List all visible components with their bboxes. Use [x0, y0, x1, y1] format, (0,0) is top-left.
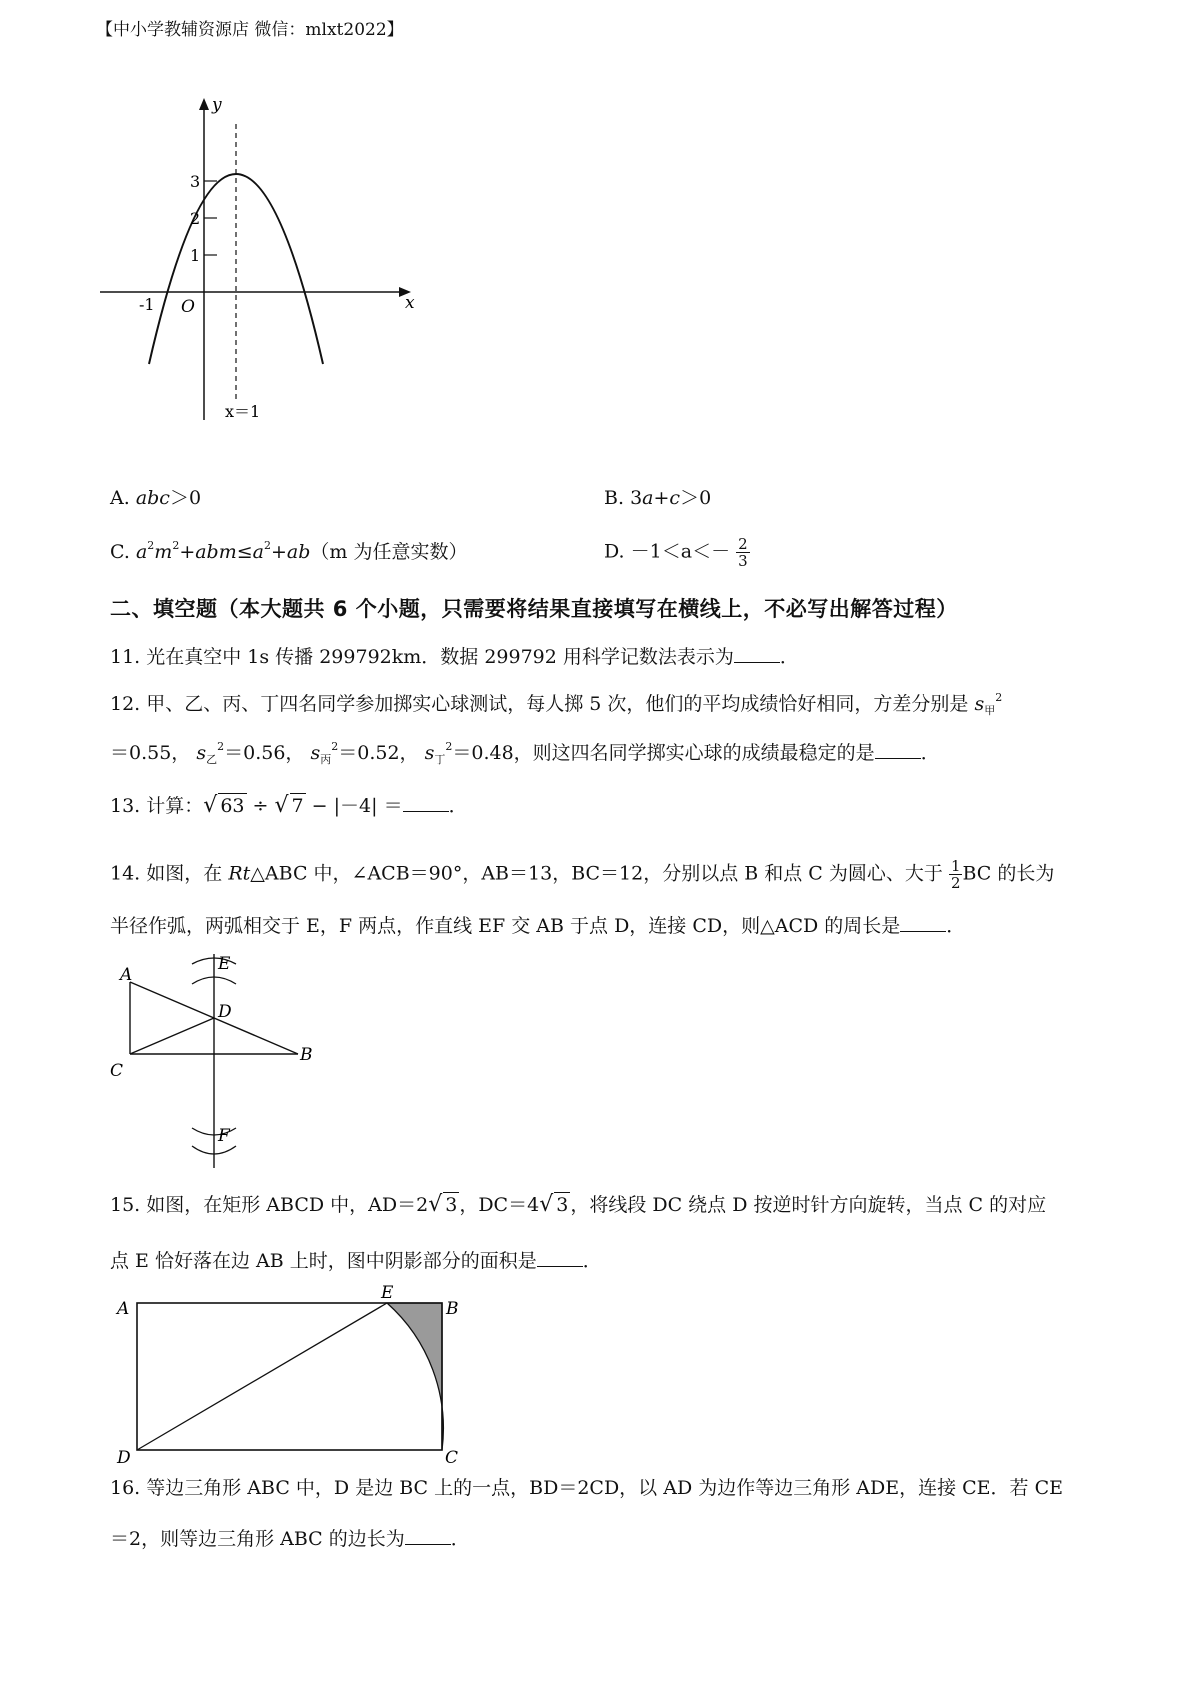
y-axis-arrow [199, 98, 209, 110]
shaded-region [387, 1303, 443, 1450]
question-12-line2: ＝0.55， $s_乙^2=0.56$， $s_丙^2=0.52$， $s_丁^2=0.48$，则这四名同学掷实心球的成绩最稳定的是 ． [110, 740, 940, 766]
label-b: B [446, 1299, 459, 1319]
option-d: D. －1＜a＜－ $\frac{2}{3}$ [604, 535, 748, 570]
question-13: 13. 计算：√ 63 ÷ √ 7 − |－4| ＝ ． [110, 793, 468, 818]
question-15-line2: 点 E 恰好落在边 AB 上时，图中阴影部分的面积是 ． [110, 1250, 602, 1272]
page-header: 【中小学教辅资源店 微信：mlxt2022】 [96, 20, 404, 40]
label-a: A [120, 965, 133, 985]
question-12-line1: 12. 甲、乙、丙、丁四名同学参加掷实心球测试，每人掷 5 次，他们的平均成绩恰好相同，方差分别是 $s_甲^2$ [110, 691, 1003, 717]
y-axis-label: y [212, 95, 222, 115]
question-11: 11. 光在真空中 1s 传播 299792km．数据 299792 用科学记数法表示为 ． [110, 646, 799, 668]
label-e: E [218, 954, 231, 974]
parabola-graph [95, 90, 425, 430]
label-c: C [445, 1448, 459, 1465]
label-f: F [218, 1126, 230, 1146]
segment-cd [130, 1018, 214, 1054]
section-title: 二、填空题（本大题共 6 个小题，只需要将结果直接填写在横线上，不必写出解答过程） [110, 597, 958, 621]
question-15-line1: 15. 如图，在矩形 ABCD 中，AD＝2√ 3 ，DC＝4√ 3 ，将线段 DC 绕点 D 按逆时针方向旋转，当点 C 的对应 [110, 1192, 1047, 1217]
option-c: C. $a^2m^2+abm\le a^2+ab(m$ 为任意实数） [110, 539, 468, 563]
segment-de [137, 1303, 387, 1450]
x-axis-label: x [405, 293, 415, 313]
label-c: C [110, 1061, 124, 1081]
y-tick-label-2: 2 [190, 209, 201, 228]
origin-label: O [181, 297, 195, 317]
label-b: B [300, 1045, 313, 1065]
axis-of-symmetry-label: x＝1 [225, 402, 261, 421]
option-d-fraction: $\frac{2}{3}$ [738, 535, 748, 570]
label-e: E [381, 1285, 394, 1303]
label-d: D [218, 1002, 232, 1022]
triangle-figure [100, 950, 330, 1170]
x-tick-label: -1 [139, 295, 155, 314]
answer-blank[interactable] [875, 740, 921, 759]
answer-blank[interactable] [900, 913, 946, 932]
rectangle-abcd [137, 1303, 442, 1450]
label-d: D [117, 1448, 131, 1465]
question-16-line1: 16. 等边三角形 ABC 中，D 是边 BC 上的一点，BD＝2CD，以 AD 为边作等边三角形 ADE，连接 CE．若 CE [110, 1477, 1063, 1499]
question-14-line2: 半径作弧，两弧相交于 E，F 两点，作直线 EF 交 AB 于点 D，连接 CD，则△ACD 的周长是 ． [110, 915, 966, 937]
option-a: A. abc＞0 [110, 487, 202, 509]
y-tick-label-1: 1 [190, 246, 201, 265]
option-b: B. 3a+c＞0 [604, 487, 712, 509]
label-a: A [117, 1299, 130, 1319]
question-16-line2: ＝2，则等边三角形 ABC 的边长为 ． [110, 1528, 470, 1550]
answer-blank[interactable] [405, 1526, 451, 1545]
rectangle-figure [105, 1285, 465, 1465]
y-tick-label-3: 3 [190, 172, 201, 191]
answer-blank[interactable] [734, 644, 780, 663]
q14-fraction: $\frac{1}{2}$ [950, 857, 961, 892]
answer-blank[interactable] [403, 793, 449, 812]
question-14-line1: 14. 如图，在 Rt△ABC 中，∠ACB＝90°，AB＝13，BC＝12，分别以点 B 和点 C 为圆心、大于 $\frac{1}{2}$ BC 的长为 [110, 857, 1055, 892]
answer-blank[interactable] [537, 1248, 583, 1267]
